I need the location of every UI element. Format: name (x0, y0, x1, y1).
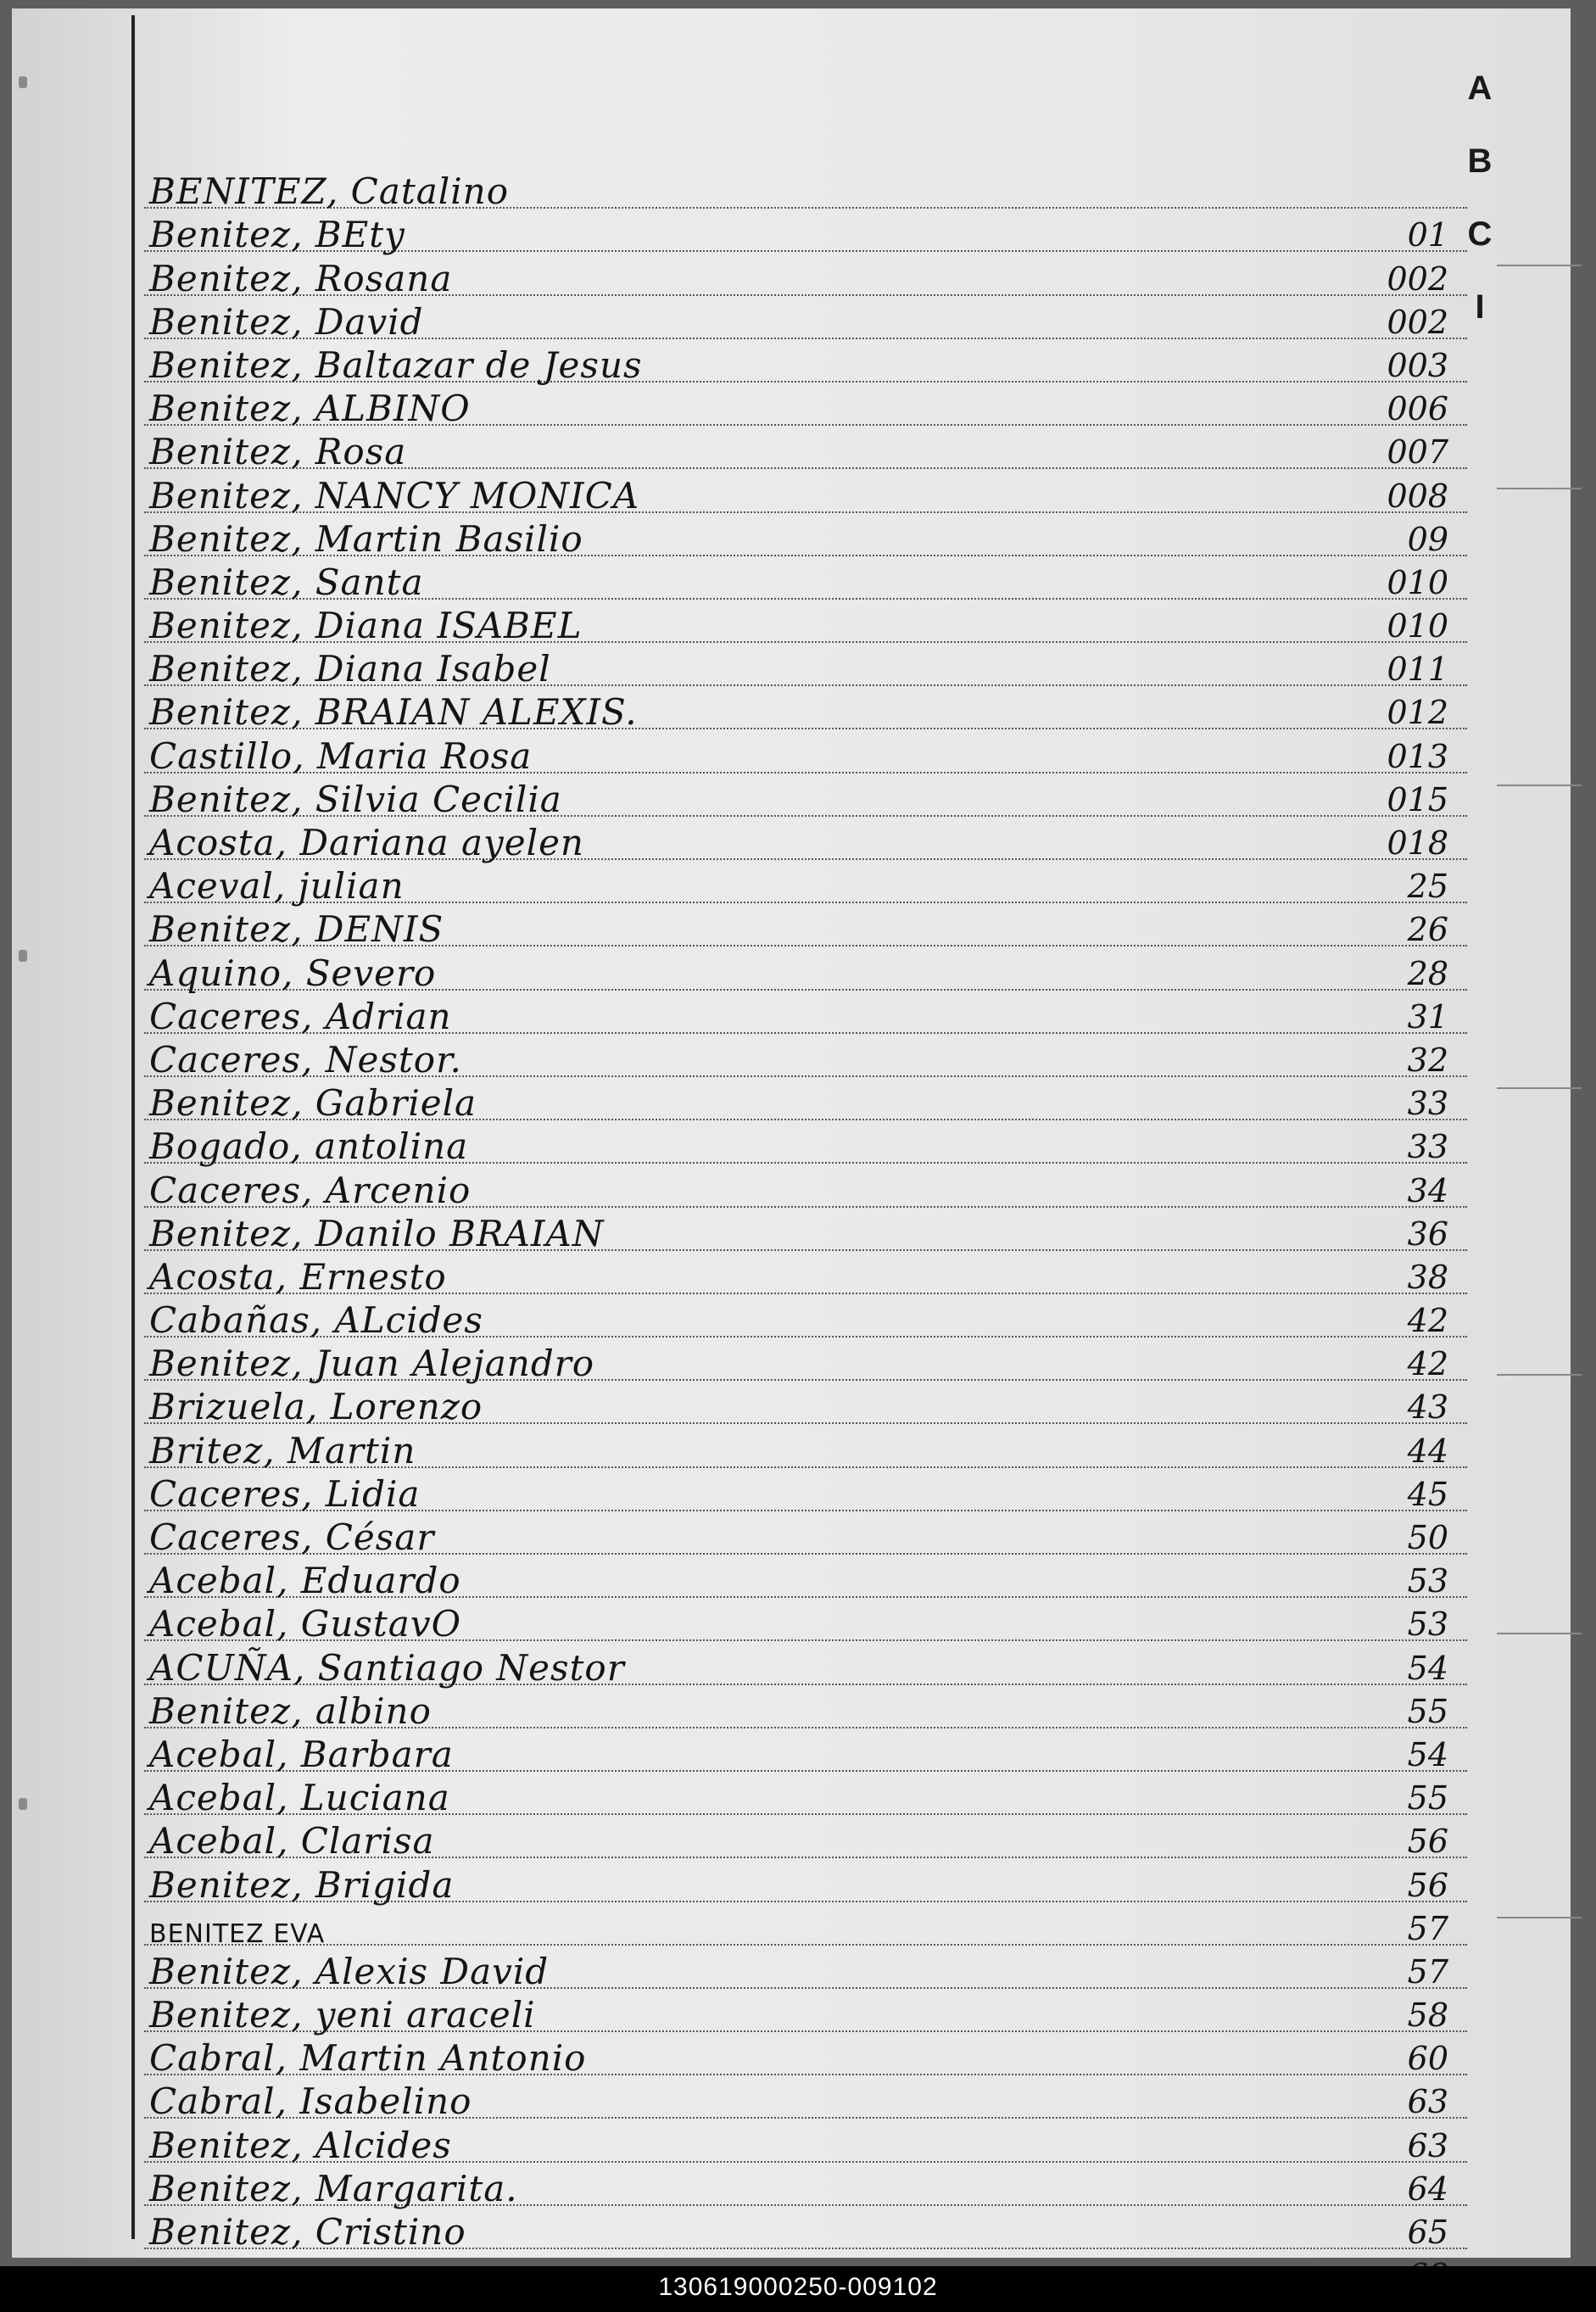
entry-name: Aceval, julian (149, 865, 405, 907)
entry-number: 018 (1387, 824, 1448, 862)
index-entry (144, 860, 1467, 907)
entry-name: Benitez, Rosa (149, 431, 407, 473)
index-entry (144, 643, 1467, 690)
index-entry (144, 1858, 1467, 1906)
entry-number: 34 (1407, 1171, 1448, 1209)
index-tab-b[interactable]: B (1467, 142, 1493, 180)
index-entry (144, 1598, 1467, 1645)
index-entry (144, 1946, 1467, 1992)
entry-name: Benitez, Santa (149, 561, 424, 603)
index-entry-list (144, 165, 1467, 2292)
index-entry (144, 1989, 1467, 2036)
index-entry (144, 1815, 1467, 1862)
index-entry (144, 1294, 1467, 1342)
entry-name: Benitez, Alcides (149, 2124, 452, 2166)
tab-divider (1497, 1917, 1582, 1918)
entry-name: Benitez, David (149, 300, 424, 343)
index-entry (144, 2163, 1467, 2209)
tab-divider (1497, 785, 1582, 786)
entry-number: 53 (1407, 1606, 1448, 1644)
index-entry (144, 1120, 1467, 1168)
tab-divider (1497, 488, 1582, 489)
index-entry (144, 469, 1467, 517)
index-entry (144, 209, 1467, 256)
entry-name: Acosta, Dariana ayelen (149, 822, 584, 863)
entry-number: 012 (1387, 694, 1448, 732)
entry-number: 011 (1387, 651, 1448, 689)
entry-name: Acebal, Luciana (149, 1777, 450, 1819)
entry-name: Acebal, Barbara (149, 1733, 454, 1775)
index-tab-a[interactable]: A (1467, 70, 1493, 107)
entry-name: BENITEZ, Catalino (149, 170, 509, 213)
index-entry (144, 1772, 1467, 1819)
index-entry (144, 1728, 1467, 1775)
entry-name: Benitez, Silvia Cecilia (149, 778, 562, 820)
index-entry (144, 903, 1467, 951)
entry-name: Britez, Martin (149, 1429, 416, 1472)
index-entry (144, 600, 1467, 647)
entry-number: 003 (1387, 346, 1448, 384)
entry-number: 58 (1407, 1996, 1448, 2035)
entry-number: 008 (1387, 477, 1448, 515)
entry-number: 64 (1407, 2170, 1448, 2208)
index-tab-c[interactable]: C (1467, 215, 1493, 253)
entry-name: Cabañas, ALcides (149, 1299, 483, 1342)
index-entry (144, 817, 1467, 863)
index-entry (144, 339, 1467, 386)
entry-number: 010 (1387, 563, 1448, 601)
entry-number: 015 (1387, 780, 1448, 818)
index-entry (144, 252, 1467, 299)
index-entry (144, 513, 1467, 560)
entry-number: 65 (1407, 2214, 1448, 2251)
entry-name: Benitez, BRAIAN ALEXIS. (149, 691, 638, 734)
entry-name: ACUÑA, Santiago Nestor (149, 1646, 625, 1689)
index-entry (144, 1641, 1467, 1689)
entry-name: Brizuela, Lorenzo (149, 1386, 483, 1428)
index-entry (144, 1511, 1467, 1558)
entry-name: Benitez, Gabriela (149, 1082, 477, 1125)
entry-number: 002 (1387, 303, 1448, 341)
entry-number: 09 (1407, 520, 1448, 558)
entry-name: Caceres, Lidia (149, 1472, 421, 1515)
index-entry (144, 1424, 1467, 1472)
entry-number: 57 (1407, 1952, 1448, 1991)
entry-number: 006 (1387, 390, 1448, 428)
index-entry (144, 991, 1467, 1037)
entry-number: 33 (1407, 1128, 1448, 1166)
entry-name: Benitez, Martin Basilio (149, 517, 583, 560)
tab-divider (1497, 1374, 1582, 1376)
entry-name: Caceres, Arcenio (149, 1169, 472, 1211)
index-entry (144, 1077, 1467, 1125)
index-entry (144, 1251, 1467, 1298)
index-entry (144, 686, 1467, 734)
entry-number: 60 (1407, 2040, 1448, 2078)
entry-number: 55 (1407, 1779, 1448, 1818)
index-entry (144, 1337, 1467, 1385)
entry-name: Benitez, NANCY MONICA (149, 474, 640, 517)
document-id: 130619000250-009102 (658, 2273, 938, 2301)
entry-name: Benitez, Cristino (149, 2211, 466, 2253)
index-entry (144, 2075, 1467, 2123)
entry-name: Benitez, albino (149, 1689, 432, 1732)
index-entry (144, 296, 1467, 343)
entry-number: 33 (1407, 1085, 1448, 1123)
index-entry (144, 1164, 1467, 1211)
index-entry (144, 729, 1467, 777)
entry-name: Bogado, antolina (149, 1125, 469, 1168)
tab-divider (1497, 1087, 1582, 1089)
entry-number: 36 (1407, 1215, 1448, 1253)
entry-number: 28 (1407, 954, 1448, 992)
entry-name: Acebal, Eduardo (149, 1560, 461, 1602)
index-entry (144, 2032, 1467, 2080)
entry-name: Benitez, Juan Alejandro (149, 1343, 595, 1385)
entry-number: 56 (1407, 1823, 1448, 1861)
index-entry (144, 165, 1467, 213)
entry-number: 57 (1407, 1909, 1448, 1947)
entry-name: Benitez, yeni araceli (149, 1994, 536, 2036)
entry-name: Benitez, Rosana (149, 257, 453, 299)
entry-number: 55 (1407, 1692, 1448, 1730)
entry-name: Benitez, Margarita. (149, 2167, 518, 2209)
tab-divider (1497, 1633, 1582, 1634)
entry-number: 01 (1407, 216, 1448, 254)
entry-name: Benitez, Danilo BRAIAN (149, 1212, 605, 1254)
entry-number: 31 (1407, 997, 1448, 1036)
entry-number: 42 (1407, 1345, 1448, 1383)
entry-number: 013 (1387, 737, 1448, 775)
entry-name: Benitez, Diana Isabel (149, 648, 551, 690)
entry-name: Caceres, César (149, 1516, 435, 1558)
entry-number: 63 (1407, 2083, 1448, 2121)
entry-name: Benitez, ALBINO (149, 388, 471, 430)
index-entry (144, 1468, 1467, 1515)
entry-number: 54 (1407, 1649, 1448, 1687)
entry-name: Benitez, Diana ISABEL (149, 605, 583, 647)
entry-number: 44 (1407, 1432, 1448, 1470)
index-entry (144, 773, 1467, 820)
index-entry (144, 1208, 1467, 1254)
entry-number: 007 (1387, 433, 1448, 472)
entry-name: Acosta, Ernesto (149, 1255, 447, 1298)
entry-name: Acebal, GustavO (149, 1603, 462, 1645)
entry-name: Benitez, DENIS (149, 908, 444, 951)
tab-divider (1497, 265, 1582, 266)
binding-hole (19, 1798, 27, 1810)
entry-name: Cabral, Martin Antonio (149, 2037, 587, 2080)
entry-name: Caceres, Nestor. (149, 1038, 462, 1081)
entry-number: 54 (1407, 1735, 1448, 1773)
index-entry (144, 1555, 1467, 1602)
index-entry (144, 947, 1467, 994)
entry-number: 53 (1407, 1562, 1448, 1600)
index-entry (144, 1685, 1467, 1732)
entry-number: 50 (1407, 1519, 1448, 1556)
index-entry (144, 1381, 1467, 1428)
entry-name: Benitez, Brigida (149, 1863, 455, 1906)
entry-number: 42 (1407, 1302, 1448, 1340)
index-entry (144, 2119, 1467, 2166)
entry-number: 38 (1407, 1258, 1448, 1296)
index-entry (144, 1034, 1467, 1081)
index-entry (144, 383, 1467, 430)
entry-number: 63 (1407, 2126, 1448, 2164)
entry-name: Benitez, Baltazar de Jesus (149, 343, 643, 386)
index-tab-i[interactable]: I (1475, 288, 1485, 326)
entry-name: Benitez, Alexis David (149, 1950, 550, 1992)
entry-name: Acebal, Clarisa (149, 1820, 435, 1862)
index-entry (144, 426, 1467, 473)
entry-name: Caceres, Adrian (149, 995, 452, 1037)
entry-name: Cabral, Isabelino (149, 2080, 472, 2123)
entry-number: 32 (1407, 1041, 1448, 1079)
entry-name: BENITEZ EVA (149, 1918, 326, 1949)
binding-hole (19, 950, 27, 962)
entry-name: Castillo, Maria Rosa (149, 734, 533, 777)
entry-number: 26 (1407, 911, 1448, 949)
entry-number: 45 (1407, 1475, 1448, 1513)
margin-line (131, 15, 135, 2239)
index-entry (144, 1902, 1467, 1949)
binding-hole (19, 76, 27, 88)
index-entry (144, 2206, 1467, 2253)
entry-number: 25 (1407, 868, 1448, 906)
entry-number: 56 (1407, 1866, 1448, 1904)
entry-number: 002 (1387, 260, 1448, 298)
entry-name: Aquino, Severo (149, 952, 437, 994)
entry-name: Benitez, BEty (149, 214, 405, 256)
entry-number: 43 (1407, 1388, 1448, 1427)
index-entry (144, 556, 1467, 603)
entry-number: 010 (1387, 607, 1448, 645)
